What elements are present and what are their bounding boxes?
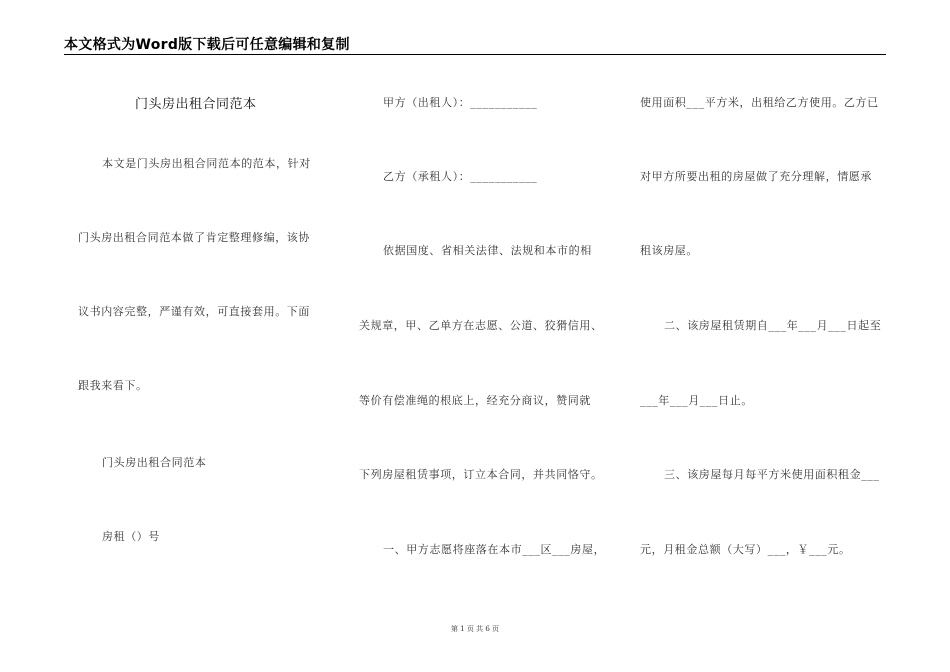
page-header [64, 34, 886, 55]
paragraph-line: 下列房屋租赁事项，订立本合同，并共同恪守。 [359, 468, 603, 481]
paragraph-line: 房租（）号 [102, 530, 160, 543]
paragraph-line: 等价有偿准绳的根底上，经充分商议，赞同就 [359, 394, 591, 407]
paragraph-line: 门头房出租合同范本做了肯定整理修编，该协 [78, 231, 310, 244]
paragraph-line: 二、该房屋租赁期自___年___月___日起至 [664, 319, 882, 332]
paragraph-line: 甲方（出租人）：___________ [383, 96, 538, 109]
paragraph-line: 使用面积___平方米，出租给乙方使用。乙方已 [640, 96, 879, 109]
paragraph-line: 跟我来看下。 [78, 379, 148, 392]
paragraph-line: 一、甲方志愿将座落在本市___区___房屋， [383, 543, 606, 556]
paragraph-line: ___年___月___日止。 [640, 394, 753, 407]
paragraph-line: 乙方（承租人）：___________ [383, 170, 538, 183]
header-text: 本文格式为Word版下载后可任意编辑和复制 [64, 37, 350, 53]
document-title: 门头房出租合同范本 [135, 97, 257, 112]
page-footer: 第 1 页 共 6 页 [450, 625, 500, 633]
paragraph-line: 对甲方所要出租的房屋做了充分理解，情愿承 [640, 170, 872, 183]
paragraph-line: 依据国度、省相关法律、法规和本市的相 [383, 244, 592, 257]
paragraph-line: 租该房屋。 [640, 244, 698, 257]
paragraph-line: 元，月租金总额（大写）___，￥___元。 [640, 543, 851, 556]
paragraph-line: 关规章，甲、乙单方在志愿、公道、狡猾信用、 [359, 319, 603, 332]
paragraph-line: 门头房出租合同范本 [102, 456, 207, 469]
paragraph-line: 议书内容完整，严谨有效，可直接套用。下面 [78, 305, 310, 318]
paragraph-line: 本文是门头房出租合同范本的范本，针对 [102, 157, 311, 170]
paragraph-line: 三、该房屋每月每平方米使用面积租金___ [664, 468, 880, 481]
